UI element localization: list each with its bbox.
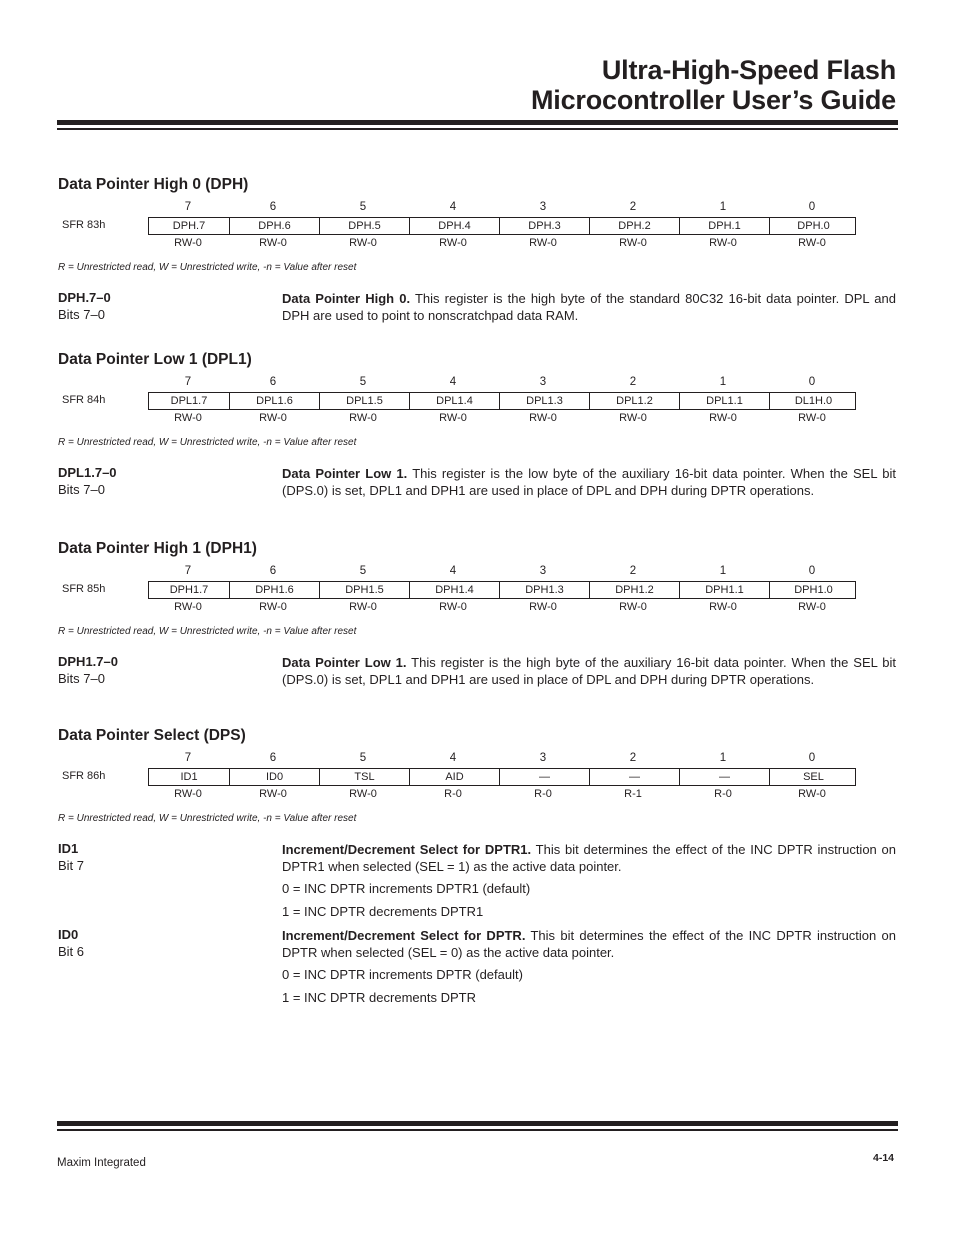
bit-number: 4 — [449, 565, 457, 577]
register-bit-cell: SEL — [769, 769, 857, 785]
reset-value: RW-0 — [174, 412, 202, 424]
reset-value: R-0 — [444, 788, 462, 800]
register-bit-table — [148, 581, 856, 599]
register-bit-cell: DPH.7 — [172, 220, 206, 232]
register-bit-cell: DPH.0 — [769, 218, 857, 234]
bit-number: 3 — [539, 376, 547, 388]
reset-value: RW-0 — [439, 237, 467, 249]
register-bit-cell: DPH1.7 — [169, 584, 209, 596]
register-bit-cell: DPH1.5 — [319, 582, 409, 598]
register-bit-cell: DPH1.0 — [769, 582, 857, 598]
reset-value: RW-0 — [529, 412, 557, 424]
reset-value: RW-0 — [349, 412, 377, 424]
field-bits: Bit 7 — [58, 858, 85, 873]
footer-rule-thick — [57, 1121, 898, 1126]
field-name: DPH.7–0 — [58, 290, 111, 305]
bit-number: 7 — [184, 201, 192, 213]
register-bit-cell: AID — [409, 769, 499, 785]
reset-value: RW-0 — [259, 788, 287, 800]
field-description-title: Data Pointer Low 1. — [282, 655, 407, 670]
field-name: DPH1.7–0 — [58, 654, 118, 669]
bit-number: 5 — [359, 376, 367, 388]
bit-number: 1 — [719, 565, 727, 577]
bit-number: 5 — [359, 752, 367, 764]
reset-value: RW-0 — [619, 601, 647, 613]
reset-value: R-0 — [714, 788, 732, 800]
access-legend: R = Unrestricted read, W = Unrestricted write, -n = Value after reset — [58, 262, 357, 273]
bit-number: 4 — [449, 752, 457, 764]
field-description-text: This register is the high byte of the standard 80C32 16-bit data pointer. DPL and DPH are used to point to nonscratchpad data RAM. — [282, 291, 896, 323]
sfr-address: SFR 84h — [62, 394, 106, 406]
register-bit-cell: DPH1.3 — [499, 582, 589, 598]
field-description-text: This register is the high byte of the auxiliary 16-bit data pointer. When the SEL bit (DPS.0) is set, DPL1 and DPH1 are used in place of DPL and DPH during DPTR operations. — [282, 655, 896, 687]
footer-page-number: 4-14 — [872, 1152, 894, 1164]
field-description — [282, 654, 896, 688]
field-description-title: Data Pointer High 0. — [282, 291, 411, 306]
reset-value: R-0 — [534, 788, 552, 800]
bit-number: 0 — [808, 201, 816, 213]
field-description-text: This register is the low byte of the auxiliary 16-bit data pointer. When the SEL bit (DPS.0) is set, DPL1 and DPH1 are used in place of DPL and DPH during DPTR operations. — [282, 466, 896, 498]
register-bit-cell: DPH1.4 — [409, 582, 499, 598]
register-bit-cell: ID0 — [229, 769, 319, 785]
bit-number: 3 — [539, 201, 547, 213]
reset-value: RW-0 — [529, 601, 557, 613]
reset-value: RW-0 — [259, 601, 287, 613]
bit-number: 6 — [269, 752, 277, 764]
register-bit-cell: DPL1.7 — [170, 395, 208, 407]
section-title: Data Pointer Low 1 (DPL1) — [58, 351, 252, 368]
bit-number: 0 — [808, 376, 816, 388]
register-bit-cell: DPL1.4 — [409, 393, 499, 409]
bit-number: 6 — [269, 376, 277, 388]
register-bit-cell: DL1H.0 — [769, 393, 857, 409]
reset-value: RW-0 — [439, 601, 467, 613]
reset-value: RW-0 — [349, 237, 377, 249]
field-description — [282, 927, 896, 961]
field-description — [282, 290, 896, 324]
bit-number: 5 — [359, 201, 367, 213]
bit-number: 0 — [808, 565, 816, 577]
register-bit-cell: DPH1.6 — [229, 582, 319, 598]
bit-number: 5 — [359, 565, 367, 577]
field-name: ID0 — [58, 927, 79, 942]
page-title-line2: Microcontroller User’s Guide — [531, 85, 896, 115]
field-bits: Bit 6 — [58, 944, 85, 959]
register-bit-table — [148, 217, 856, 235]
section-title: Data Pointer High 1 (DPH1) — [58, 540, 257, 557]
field-description-title: Increment/Decrement Select for DPTR. — [282, 928, 526, 943]
reset-value: RW-0 — [798, 237, 826, 249]
register-bit-cell: DPH.6 — [229, 218, 319, 234]
reset-value: RW-0 — [619, 237, 647, 249]
field-description-text: This bit determines the effect of the INC DPTR instruction on DPTR1 when selected (SEL = 1) as the active data pointer. — [282, 842, 897, 874]
reset-value: RW-0 — [798, 601, 826, 613]
section-title: Data Pointer High 0 (DPH) — [58, 176, 249, 193]
register-bit-cell: DPH.1 — [679, 218, 769, 234]
register-bit-cell: DPH.2 — [589, 218, 679, 234]
register-bit-cell: DPH1.2 — [589, 582, 679, 598]
header-rule-thin — [57, 128, 898, 130]
register-bit-table — [148, 392, 856, 410]
footer-rule-thin — [57, 1129, 898, 1131]
register-bit-cell: DPL1.1 — [679, 393, 769, 409]
bit-number: 1 — [719, 201, 727, 213]
reset-value: RW-0 — [349, 601, 377, 613]
register-bit-cell: DPH1.1 — [679, 582, 769, 598]
field-description-title: Data Pointer Low 1. — [282, 466, 408, 481]
field-description — [282, 841, 896, 875]
bit-number: 6 — [269, 565, 277, 577]
field-description-title: Increment/Decrement Select for DPTR1. — [282, 842, 532, 857]
register-bit-cell: DPH.4 — [409, 218, 499, 234]
reset-value: RW-0 — [259, 237, 287, 249]
field-description — [282, 465, 896, 499]
sfr-address: SFR 83h — [62, 219, 106, 231]
bit-number: 3 — [539, 565, 547, 577]
bit-number: 4 — [449, 376, 457, 388]
register-bit-cell: TSL — [319, 769, 409, 785]
register-bit-cell: DPH.5 — [319, 218, 409, 234]
reset-value: RW-0 — [709, 237, 737, 249]
field-bits: Bits 7–0 — [58, 482, 105, 497]
bit-number: 3 — [539, 752, 547, 764]
field-name: DPL1.7–0 — [58, 465, 117, 480]
field-bits: Bits 7–0 — [58, 671, 105, 686]
bit-number: 2 — [629, 201, 637, 213]
section-title: Data Pointer Select (DPS) — [58, 727, 246, 744]
reset-value: RW-0 — [798, 412, 826, 424]
reset-value: RW-0 — [174, 237, 202, 249]
bit-number: 7 — [184, 565, 192, 577]
reset-value: RW-0 — [439, 412, 467, 424]
bit-number: 2 — [629, 376, 637, 388]
reset-value: RW-0 — [709, 601, 737, 613]
bit-number: 7 — [184, 376, 192, 388]
bit-number: 4 — [449, 201, 457, 213]
sfr-address: SFR 85h — [62, 583, 106, 595]
register-bit-cell: — — [589, 769, 679, 785]
reset-value: RW-0 — [709, 412, 737, 424]
register-bit-cell: DPL1.6 — [229, 393, 319, 409]
bit-number: 2 — [629, 565, 637, 577]
register-bit-cell: DPH.3 — [499, 218, 589, 234]
access-legend: R = Unrestricted read, W = Unrestricted write, -n = Value after reset — [58, 626, 357, 637]
reset-value: RW-0 — [259, 412, 287, 424]
field-option: 0 = INC DPTR increments DPTR (default) — [282, 967, 523, 982]
reset-value: R-1 — [624, 788, 642, 800]
register-bit-table — [148, 768, 856, 786]
register-bit-cell: DPL1.5 — [319, 393, 409, 409]
register-bit-cell: DPL1.3 — [499, 393, 589, 409]
bit-number: 0 — [808, 752, 816, 764]
bit-number: 1 — [719, 376, 727, 388]
bit-number: 2 — [629, 752, 637, 764]
bit-number: 6 — [269, 201, 277, 213]
reset-value: RW-0 — [174, 601, 202, 613]
reset-value: RW-0 — [529, 237, 557, 249]
footer-company: Maxim Integrated — [57, 1157, 146, 1169]
access-legend: R = Unrestricted read, W = Unrestricted write, -n = Value after reset — [58, 813, 357, 824]
field-option: 0 = INC DPTR increments DPTR1 (default) — [282, 881, 531, 896]
field-option: 1 = INC DPTR decrements DPTR1 — [282, 904, 484, 919]
page-title-line1: Ultra-High-Speed Flash — [601, 55, 896, 85]
access-legend: R = Unrestricted read, W = Unrestricted write, -n = Value after reset — [58, 437, 357, 448]
bit-number: 1 — [719, 752, 727, 764]
register-bit-cell: DPL1.2 — [589, 393, 679, 409]
register-bit-cell: — — [499, 769, 589, 785]
bit-number: 7 — [184, 752, 192, 764]
sfr-address: SFR 86h — [62, 770, 106, 782]
field-name: ID1 — [58, 841, 79, 856]
header-rule-thick — [57, 120, 898, 125]
field-description-text: This bit determines the effect of the INC DPTR instruction on DPTR when selected (SEL = 0) as the active data pointer. — [282, 928, 897, 960]
reset-value: RW-0 — [798, 788, 826, 800]
reset-value: RW-0 — [174, 788, 202, 800]
field-bits: Bits 7–0 — [58, 307, 105, 322]
register-bit-cell: — — [679, 769, 769, 785]
field-option: 1 = INC DPTR decrements DPTR — [282, 990, 476, 1005]
register-bit-cell: ID1 — [180, 771, 198, 783]
reset-value: RW-0 — [619, 412, 647, 424]
reset-value: RW-0 — [349, 788, 377, 800]
